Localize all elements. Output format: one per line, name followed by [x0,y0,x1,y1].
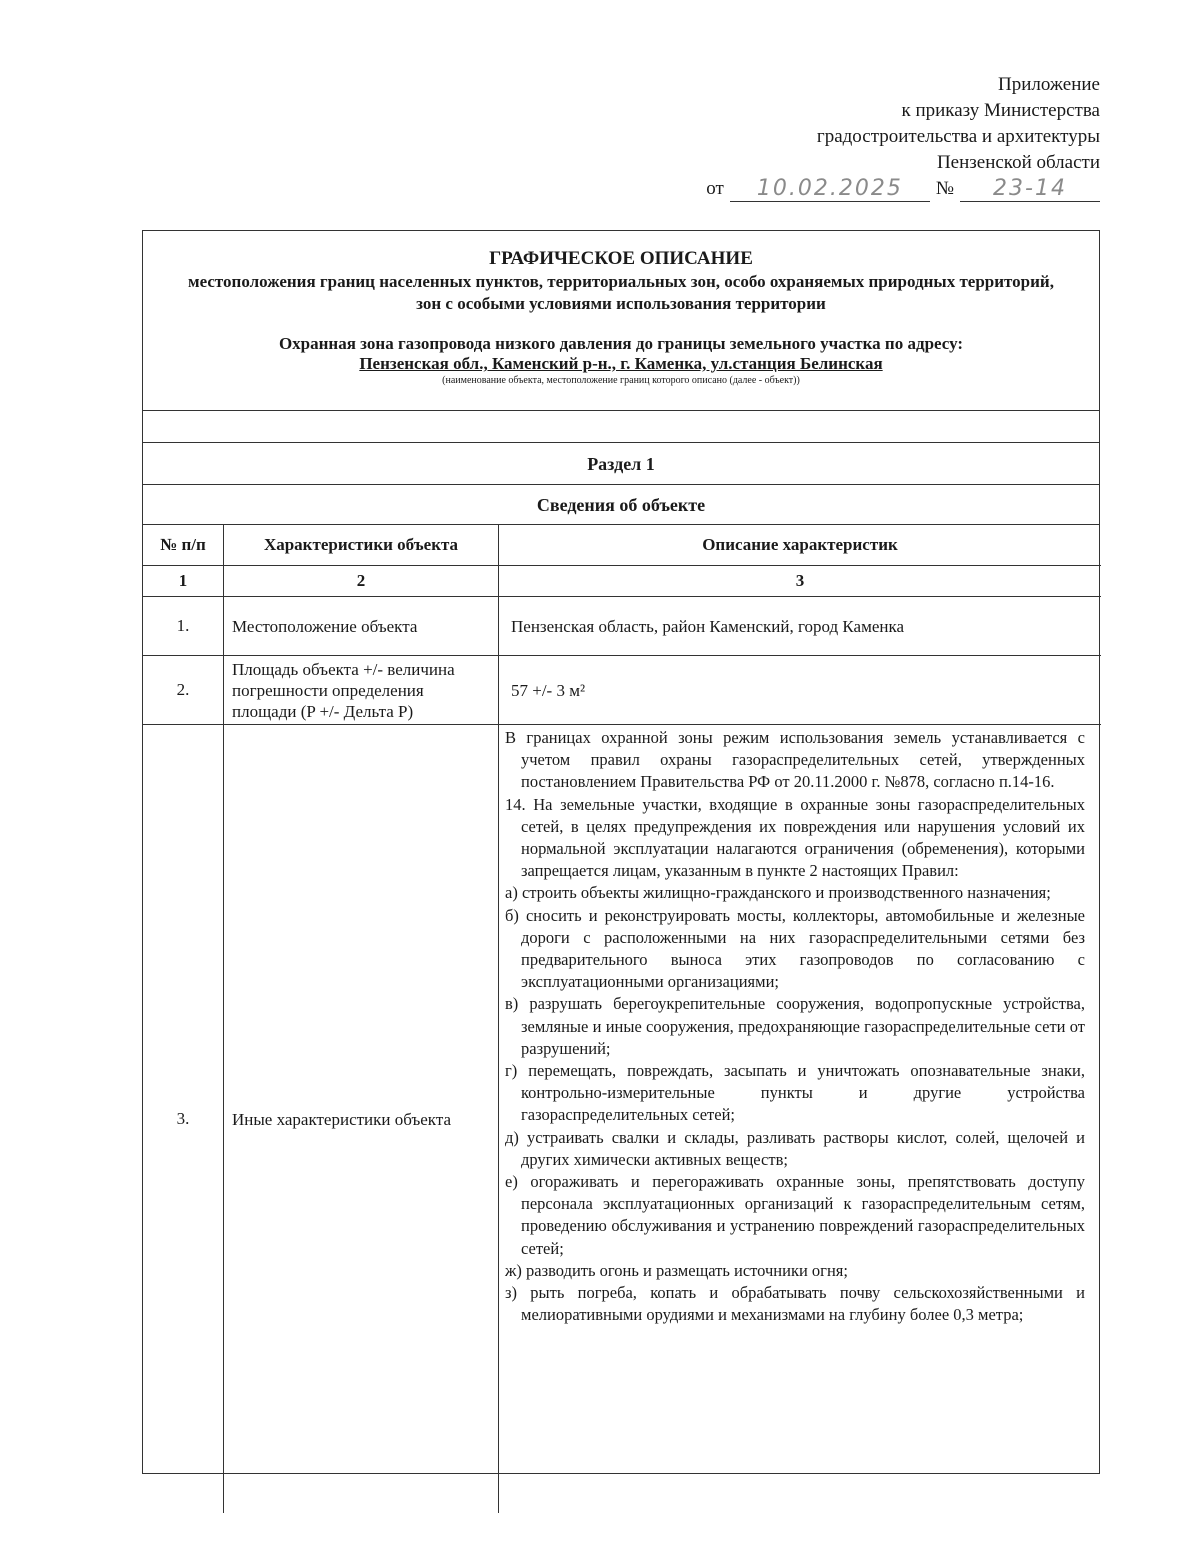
header-description: Описание характеристик [499,525,1102,566]
zone-address: Пензенская обл., Каменский р-н., г. Каменка, ул.станция Белинская [359,354,883,373]
appendix-block [580,72,1100,202]
section-title: Раздел 1 [143,443,1099,485]
column-number-row [143,566,1101,597]
zone-name: Охранная зона газопровода низкого давления до границы земельного участка по адресу: [278,334,964,353]
description-paragraph: ж) разводить огонь и размещать источники огня; [505,1260,848,1280]
from-label: от [706,178,724,199]
description-paragraph: г) перемещать, повреждать, засыпать и уничтожать опознавательные знаки, контрольно-измерительные пункты и другие устройства газораспределительных сетей; [505,1061,1085,1125]
description-paragraph: В границах охранной зоны режим использования земель устанавливается с учетом правил охраны газораспределительных сетей, утвержденных постановлением Правительства РФ от 20.11.2000 г. №878, согласно п.14-16. [505,728,1085,792]
info-title: Сведения об объекте [143,485,1099,525]
row-value: 57 +/- 3 м² [499,656,1102,725]
description-paragraph: д) устраивать свалки и склады, разливать растворы кислот, солей, щелочей и других химически активных веществ; [505,1127,1085,1169]
row-num: 3. [143,725,224,1514]
header-num: № п/п [143,525,224,566]
row-description [499,725,1102,1514]
document-title: ГРАФИЧЕСКОЕ ОПИСАНИЕ [489,248,753,269]
appendix-line-1: Приложение [998,74,1100,95]
row-num: 2. [143,656,224,725]
document-header [143,231,1099,411]
description-paragraph: 14. На земельные участки, входящие в охранные зоны газораспределительных сетей, в целях предупреждения их повреждения или нарушения условий их нормальной эксплуатации налагаются ограничения (обременения), которыми запрещается лицам, указанным в пункте 2 настоящих Правил: [505,794,1085,881]
column-number-1: 1 [143,566,224,597]
address-caption: (наименование объекта, местоположение границ которого описано (далее - объект)) [442,375,800,386]
blank-row [143,411,1099,443]
row-num: 1. [143,597,224,656]
row-value: Пензенская область, район Каменский, город Каменка [499,597,1102,656]
description-paragraph: е) огораживать и перегораживать охранные зоны, препятствовать доступу персонала эксплуатационных организаций к газораспределительным сетям, проведению обслуживания и устранению повреждений газораспределительных сетей; [505,1172,1085,1258]
description-paragraph: б) сносить и реконструировать мосты, коллекторы, автомобильные и железные дороги с расположенными на них газораспределительными сетями без предварительного выноса этих газопроводов по согласованию с эксплуатационными организациями; [505,905,1085,992]
row-characteristic: Площадь объекта +/- величина погрешности определения площади (P +/- Дельта P) [224,656,499,725]
description-paragraph: з) рыть погреба, копать и обрабатывать почву сельскохозяйственными и мелиоративными орудиями и механизмами на глубину более 0,3 метра; [505,1283,1085,1325]
column-number-2: 2 [224,566,499,597]
document-subtitle: местоположения границ населенных пунктов, территориальных зон, особо охраняемых природных территорий, зон с особыми условиями использования территории [188,272,1054,313]
appendix-line-3: градостроительства и архитектуры [816,126,1100,147]
table-header-row [143,525,1101,566]
order-line [580,176,1100,202]
table-row [143,597,1101,656]
row-characteristic: Иные характеристики объекта [224,725,499,1514]
table-row [143,725,1101,1514]
object-info-table [143,525,1101,1513]
document-frame [142,230,1100,1474]
column-number-3: 3 [499,566,1102,597]
header-characteristic: Характеристики объекта [224,525,499,566]
description-paragraph: а) строить объекты жилищно-гражданского и производственного назначения; [505,883,1051,903]
table-row [143,656,1101,725]
row-characteristic: Местоположение объекта [224,597,499,656]
appendix-line-4: Пензенской области [936,152,1100,173]
appendix-line-2: к приказу Министерства [901,100,1100,121]
description-paragraph: в) разрушать берегоукрепительные сооружения, водопропускные устройства, земляные и иные сооружения, предохраняющие газораспределительные сети от разрушений; [505,994,1085,1058]
order-date: 10.02.2025 [730,177,930,202]
number-label: № [935,178,954,199]
order-number: 23-14 [960,177,1100,202]
